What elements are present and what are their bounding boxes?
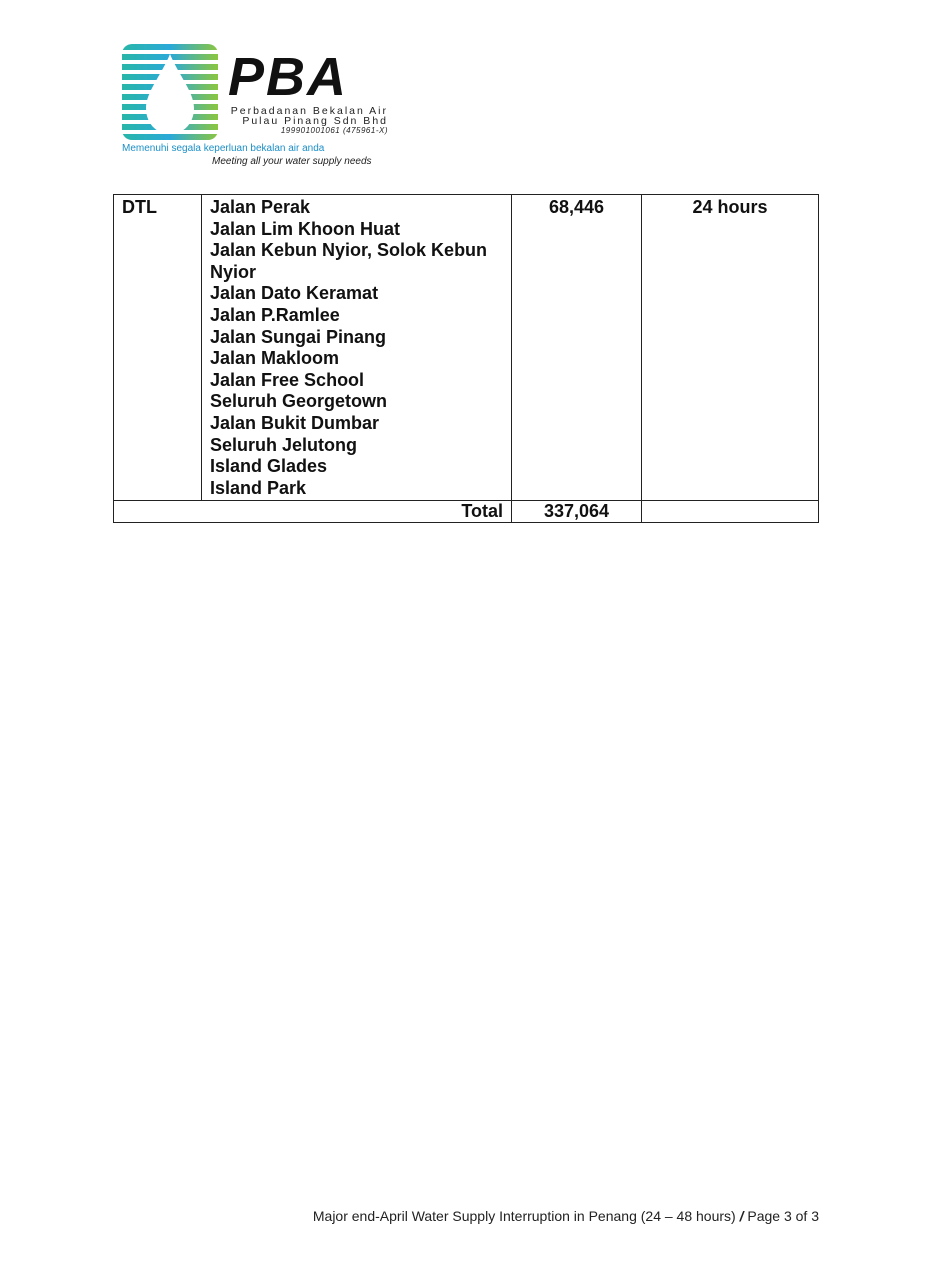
area-item: Seluruh Jelutong	[210, 434, 358, 455]
supply-interruption-table	[113, 194, 819, 523]
company-name-line2: Pulau Pinang Sdn Bhd	[242, 115, 388, 127]
zone-cell: DTL	[114, 195, 202, 501]
duration-cell: 24 hours	[642, 195, 819, 501]
footer-page-number: Page 3 of 3	[747, 1208, 819, 1224]
area-item: Jalan Perak	[210, 197, 311, 217]
area-item: Island Glades	[210, 456, 328, 477]
tagline-english: Meeting all your water supply needs	[212, 156, 372, 167]
table-row	[114, 195, 819, 501]
area-item: Jalan Dato Keramat	[210, 283, 379, 304]
area-item: Island Park	[210, 477, 307, 498]
registration-number: 199901001061 (475961-X)	[280, 126, 388, 135]
areas-cell	[202, 195, 512, 501]
total-value: 337,064	[512, 501, 642, 523]
area-item: Jalan Bukit Dumbar	[210, 412, 380, 433]
tagline-malay: Memenuhi segala keperluan bekalan air anda	[122, 143, 325, 154]
total-label: Total	[114, 501, 512, 523]
area-item: Jalan Kebun Nyior, Solok Kebun Nyior	[210, 240, 488, 282]
area-item: Jalan P.Ramlee	[210, 304, 340, 325]
company-name	[228, 106, 388, 136]
area-item: Jalan Lim Khoon Huat	[210, 218, 401, 239]
footer-title: Major end-April Water Supply Interruption in Penang (24 – 48 hours)	[312, 1208, 736, 1224]
area-item: Seluruh Georgetown	[210, 391, 388, 412]
company-name-line1: Perbadanan Bekalan Air	[230, 105, 388, 117]
logo-wordmark: PBA	[228, 47, 349, 107]
footer-separator: /	[739, 1208, 744, 1224]
water-drop-logo-icon	[122, 44, 218, 140]
page-footer	[313, 1208, 819, 1224]
affected-users-cell: 68,446	[512, 195, 642, 501]
area-item: Jalan Sungai Pinang	[210, 326, 387, 347]
total-duration-cell	[642, 501, 819, 523]
area-item: Jalan Free School	[210, 369, 365, 390]
area-item: Jalan Makloom	[210, 348, 340, 369]
pba-logo	[122, 44, 412, 170]
total-row	[114, 501, 819, 523]
